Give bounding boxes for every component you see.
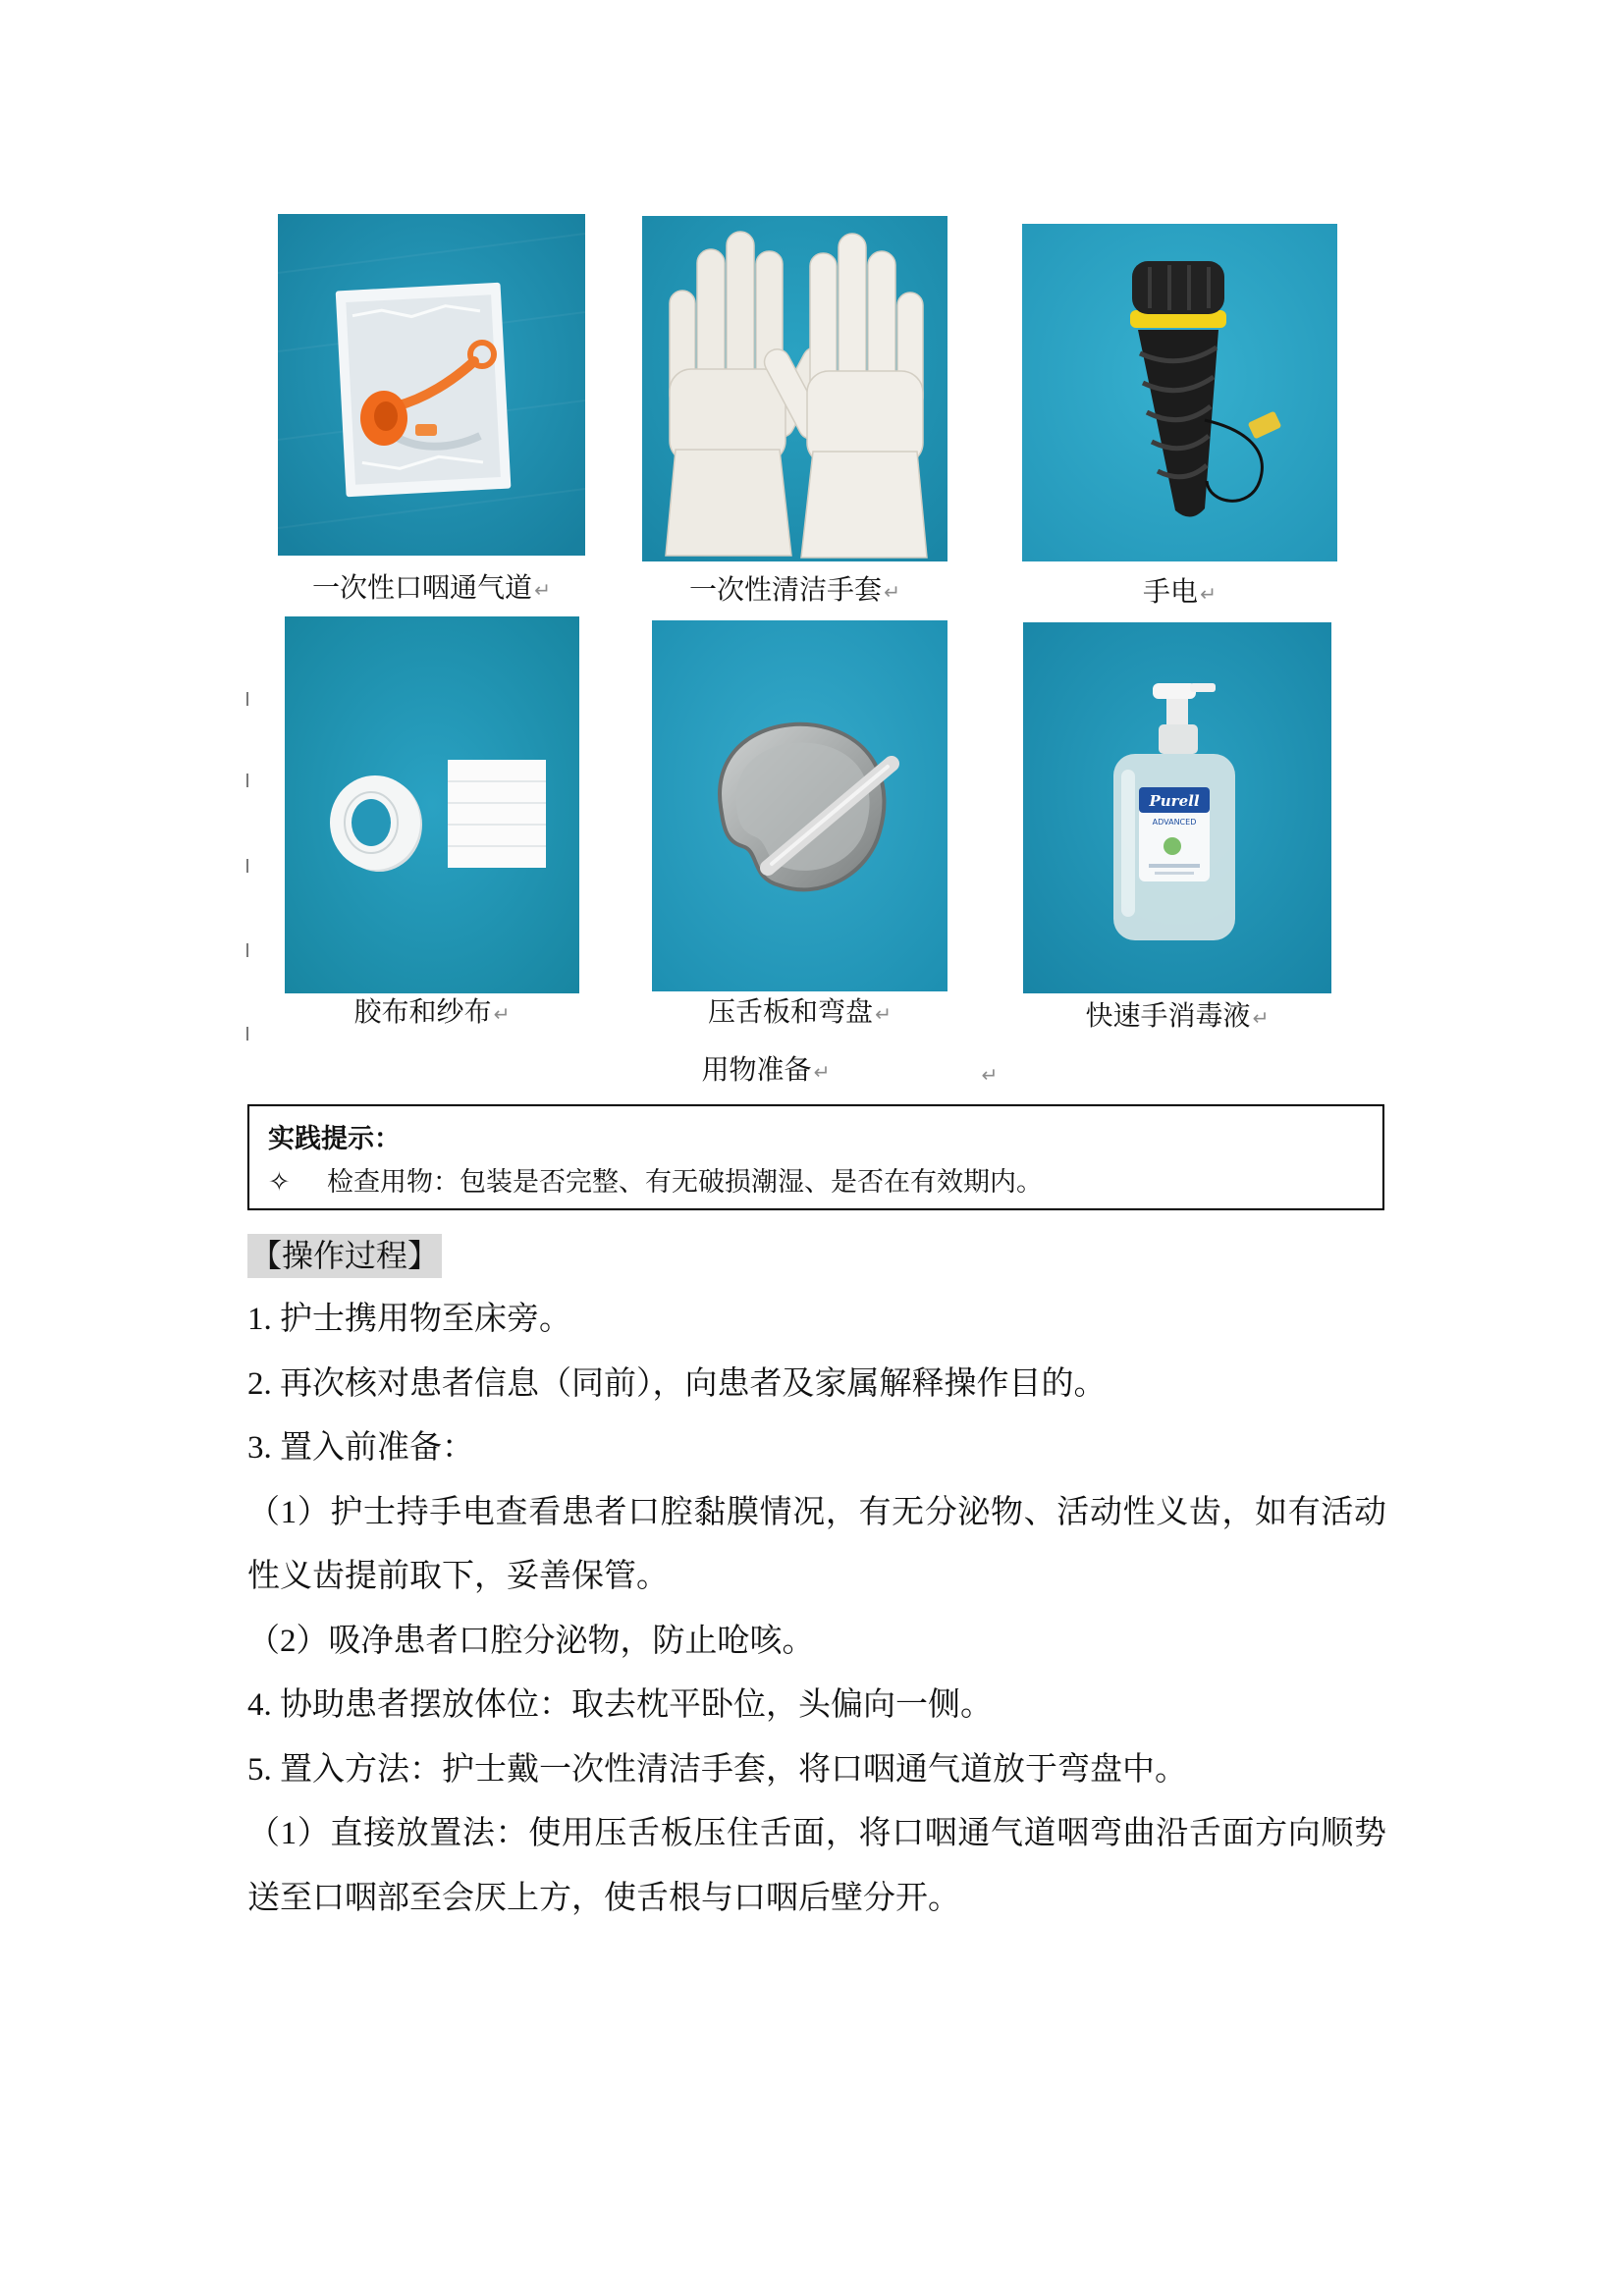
margin-mark <box>246 943 248 957</box>
step-paragraph: 1. 护士携用物至床旁。 <box>247 1302 571 1337</box>
margin-mark <box>246 774 248 787</box>
bottle-logo-brand: Purell <box>1149 792 1200 810</box>
return-mark: ↵ <box>884 580 900 604</box>
photo-caption: 压舌板和弯盘↵ <box>708 996 892 1027</box>
return-mark: ↵ <box>1200 582 1217 606</box>
diamond-bullet-icon: ✧ <box>268 1167 291 1198</box>
margin-mark <box>246 859 248 873</box>
photo-caption: 一次性口咽通气道↵ <box>312 572 551 603</box>
step-paragraph: （1）直接放置法：使用压舌板压住舌面，将口咽通气道咽弯曲沿舌面方向顺势送至口咽部至会厌上方，使舌根与口咽后壁分开。 <box>247 1816 1386 1916</box>
tip-text: 检查用物：包装是否完整、有无破损潮湿、是否在有效期内。 <box>327 1167 1043 1197</box>
section-heading: 【操作过程】 <box>247 1234 442 1278</box>
return-mark: ↵ <box>813 1060 831 1084</box>
tip-title: 实践提示： <box>268 1124 401 1153</box>
step-paragraph: 3. 置入前准备： <box>247 1430 474 1466</box>
photo-flashlight <box>1022 224 1337 561</box>
practice-tip-box <box>247 1104 1384 1210</box>
step-paragraph: （1）护士持手电查看患者口腔黏膜情况，有无分泌物、活动性义齿，如有活动性义齿提前取下，妥善保管。 <box>247 1494 1386 1594</box>
photo-tape-and-gauze <box>285 616 579 993</box>
photo-caption: 胶布和纱布↵ <box>353 996 511 1027</box>
photo-hand-sanitizer <box>1023 622 1331 993</box>
bottle-logo-line: ADVANCED <box>1152 818 1197 827</box>
photo-caption: 快速手消毒液↵ <box>1085 1000 1270 1031</box>
photo-caption: 一次性清洁手套↵ <box>689 574 900 605</box>
photo-disposable-gloves <box>642 216 947 561</box>
tip-item <box>268 1160 1382 1204</box>
photo-caption: 手电↵ <box>1143 576 1217 607</box>
step-paragraph: （2）吸净患者口腔分泌物，防止呛咳。 <box>247 1623 815 1659</box>
photo-tongue-depressor-kidney-dish <box>652 620 947 991</box>
step-paragraph: 2. 再次核对患者信息（同前），向患者及家属解释操作目的。 <box>247 1365 1107 1402</box>
return-mark: ↵ <box>981 1063 999 1087</box>
photo-oropharyngeal-airway <box>278 214 585 556</box>
procedure-steps <box>247 1288 1386 1931</box>
step-paragraph: 5. 置入方法：护士戴一次性清洁手套，将口咽通气道放于弯盘中。 <box>247 1751 1187 1788</box>
return-mark: ↵ <box>493 1002 511 1026</box>
margin-mark <box>246 692 248 706</box>
return-mark: ↵ <box>875 1002 892 1026</box>
figure-caption: 用物准备↵ <box>701 1054 831 1085</box>
margin-mark <box>246 1027 248 1041</box>
return-mark: ↵ <box>534 578 551 602</box>
step-paragraph: 4. 协助患者摆放体位：取去枕平卧位，头偏向一侧。 <box>247 1687 993 1723</box>
return-mark: ↵ <box>1252 1006 1270 1030</box>
